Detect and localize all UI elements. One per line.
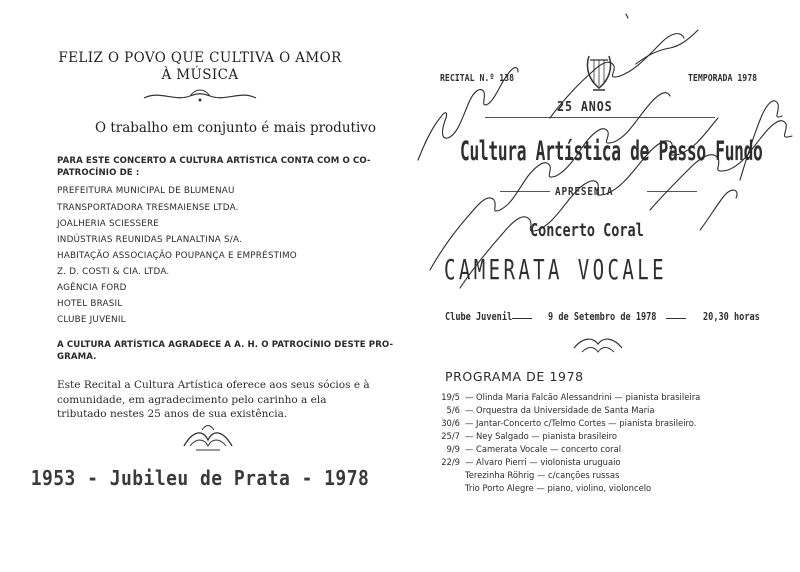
program-entry: Terezinha Röhrig — c/canções russas <box>465 470 620 480</box>
sponsor-item: HABITAÇÃO ASSOCIAÇÃO POUPANÇA E EMPRÉSTIMO <box>57 251 297 261</box>
program-date: 9/9 <box>446 444 460 454</box>
sponsor-intro-line-1: PARA ESTE CONCERTO A CULTURA ARTÍSTICA CONTA COM O CO- <box>57 156 371 166</box>
divider <box>485 117 715 118</box>
thanks-line-2: GRAMA. <box>57 352 97 362</box>
concert-time: 20,30 horas <box>703 310 760 323</box>
concert-date: 9 de Setembro de 1978 <box>548 310 657 323</box>
sponsor-item: PREFEITURA MUNICIPAL DE BLUMENAU <box>57 186 235 196</box>
motto-line-1: FELIZ O POVO QUE CULTIVA O AMOR <box>58 50 342 66</box>
divider <box>666 318 686 319</box>
presents-label: APRESENTA <box>555 185 614 198</box>
sponsor-item: INDÚSTRIAS REUNIDAS PLANALTINA S/A. <box>57 235 243 245</box>
concert-title: Concerto Coral <box>530 220 644 241</box>
program-entry: — Ney Salgado — pianista brasileiro <box>465 431 618 441</box>
season-label: TEMPORADA 1978 <box>688 73 758 84</box>
program-entry: — Camerata Vocale — concerto coral <box>465 444 622 454</box>
organization-name: Cultura Artística de Passo Fundo <box>460 136 763 167</box>
program-entry: — Orquestra da Universidade de Santa Maria <box>465 405 655 415</box>
divider <box>500 191 550 192</box>
motto-line-2: À MÚSICA <box>161 67 239 83</box>
lyre-icon <box>583 50 615 94</box>
thanks-line-1: A CULTURA ARTÍSTICA AGRADECE A A. H. O PATROCÍNIO DESTE PRO- <box>57 340 394 350</box>
program-date: 22/9 <box>441 457 460 467</box>
sponsor-item: JOALHERIA SCIESSERE <box>57 219 160 229</box>
program-entry: Trio Porto Alegre — piano, violino, violoncelo <box>465 483 652 493</box>
flourish-ornament-top <box>140 84 260 106</box>
ensemble-name: CAMERATA VOCALE <box>444 253 667 286</box>
subheading: O trabalho em conjunto é mais produtivo <box>95 120 377 136</box>
program-date: 25/7 <box>441 431 460 441</box>
divider <box>647 191 697 192</box>
sponsor-item: TRANSPORTADORA TRESMAIENSE LTDA. <box>57 203 239 213</box>
sponsor-item: HOTEL BRASIL <box>57 299 123 309</box>
program-date: 19/5 <box>441 392 460 402</box>
divider <box>512 318 532 319</box>
program-title: PROGRAMA DE 1978 <box>445 369 584 384</box>
right-page <box>400 0 800 572</box>
program-entry: — Alvaro Pierri — violonista uruguaio <box>465 457 621 467</box>
jubilee-banner: 1953 - Jubileu de Prata - 1978 <box>30 466 370 490</box>
offer-paragraph: Este Recital a Cultura Artística oferece aos seus sócios e à comunidade, em agradecimento pelo carinho a ela tributado nestes 25 anos de sua existência. <box>57 379 370 420</box>
program-entry: — Jantar-Concerto c/Telmo Cortes — pianista brasileiro. <box>465 418 697 428</box>
recital-number: RECITAL N.º 138 <box>440 73 515 84</box>
sponsor-item: Z. D. COSTI & CIA. LTDA. <box>57 267 170 277</box>
anniversary-label: 25 ANOS <box>557 100 613 115</box>
flourish-ornament-right <box>568 330 628 356</box>
sponsor-item: CLUBE JUVENIL <box>57 315 126 325</box>
sponsor-item: AGÊNCIA FORD <box>57 283 127 293</box>
program-entry: — Olinda Maria Falcão Alessandrini — pianista brasileira <box>465 392 701 402</box>
program-date: 30/6 <box>441 418 460 428</box>
sponsor-intro-line-2: PATROCÍNIO DE : <box>57 168 140 178</box>
flourish-ornament-bottom <box>178 420 238 454</box>
venue: Clube Juvenil <box>445 310 513 323</box>
program-date: 5/6 <box>446 405 460 415</box>
